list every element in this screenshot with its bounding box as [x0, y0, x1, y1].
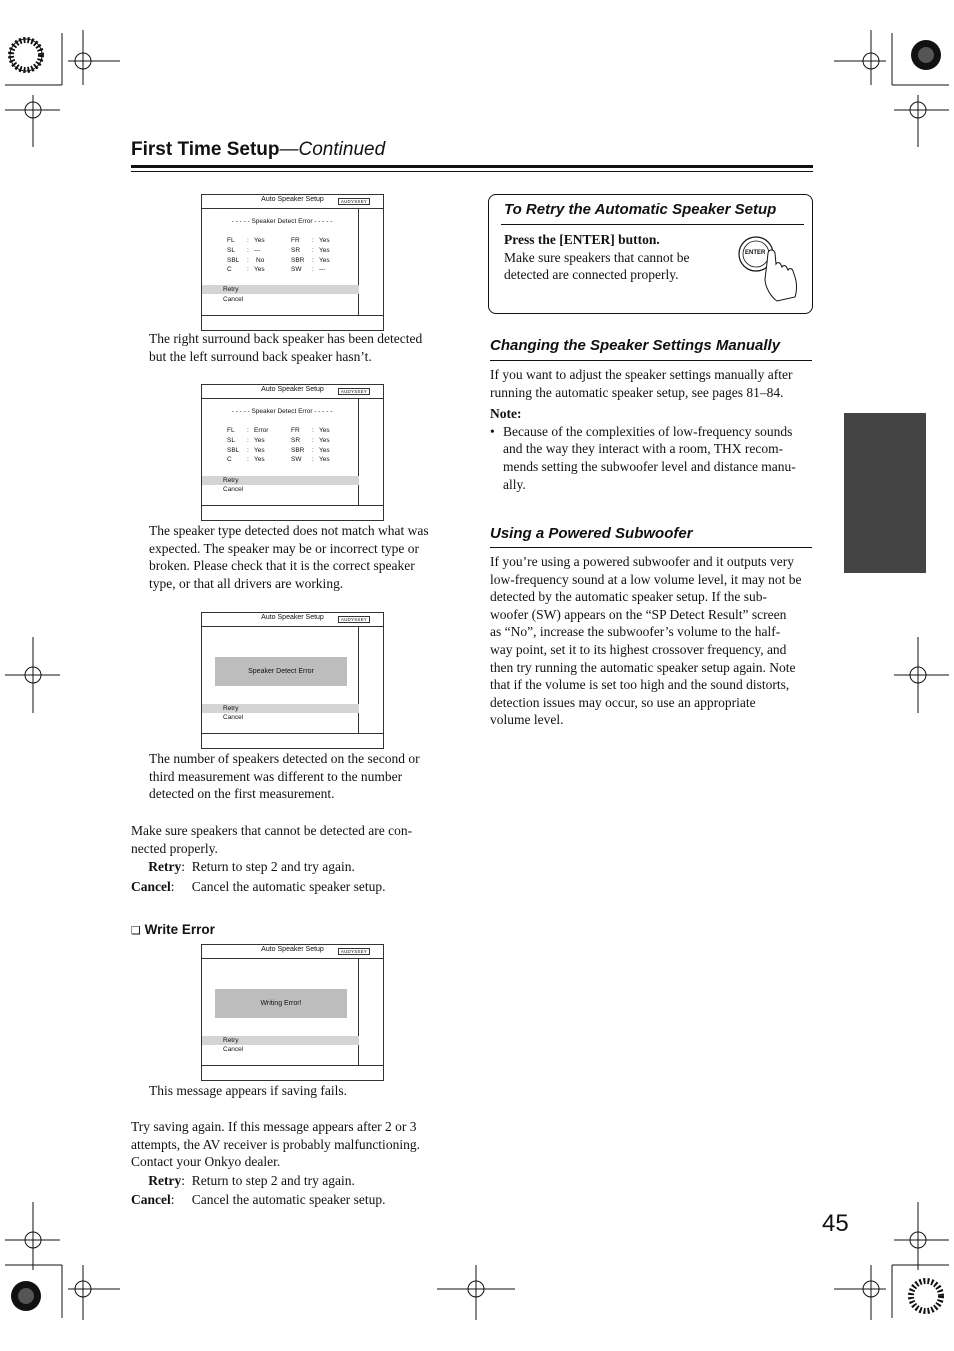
text-line: nected properly. [131, 840, 218, 856]
right-names [291, 426, 304, 465]
spk-value: Yes [319, 256, 330, 264]
subwoofer-section-title: Using a Powered Subwoofer [490, 525, 693, 542]
caption-3 [149, 750, 420, 803]
text-line: then try running the automatic speaker setup again. Note [490, 659, 796, 675]
text-line: detected by the automatic speaker setup. If the sub- [490, 589, 768, 605]
cancel-option[interactable]: Cancel [223, 714, 244, 721]
spk-value: Yes [319, 446, 330, 454]
caption-line: expected. The speaker may be or incorrect type or [149, 540, 419, 556]
screen-bottom-line [202, 315, 383, 316]
cancel-option[interactable]: Cancel [223, 486, 244, 493]
spk-value: Yes [319, 246, 330, 254]
text-line: detection issues may occur, so use an appropriate [490, 694, 756, 710]
spk-value: Error [254, 427, 269, 434]
colon: : [312, 427, 314, 434]
spk-value: Yes [319, 456, 330, 464]
colon: : [312, 237, 314, 244]
screen-vline [358, 958, 359, 1065]
text-line: mends setting the subwoofer level and distance manu- [503, 458, 796, 474]
right-values [319, 426, 330, 465]
colon: : [312, 456, 314, 464]
spk-name: SL [227, 436, 235, 444]
colon: : [312, 446, 314, 454]
retry-desc: Return to step 2 and try again. [191, 1172, 355, 1188]
screen-divider [202, 958, 383, 959]
caption-line: type, or that all drivers are working. [149, 575, 344, 591]
bullet-icon: • [490, 423, 495, 439]
audyssey-logo: AUDYSSEY [338, 616, 370, 623]
spk-name: SR [291, 246, 301, 254]
retry-box-rule [501, 224, 804, 225]
text-line: woofer (SW) appears on the “SP Detect Result” screen [490, 606, 787, 622]
retry-term-wrap: Retry: [148, 1172, 185, 1188]
spk-name: SBR [291, 256, 305, 264]
text-line: and the way they interact with a room, THX recom- [503, 441, 784, 457]
retry-box-text [504, 231, 690, 284]
audyssey-logo: AUDYSSEY [338, 948, 370, 955]
left-names [227, 426, 239, 465]
spk-name: SW [291, 266, 302, 274]
retry-option[interactable]: Retry [202, 285, 359, 294]
colon: : [247, 436, 249, 444]
screen-title: Auto Speaker Setup [261, 386, 324, 393]
caption-1 [149, 330, 422, 365]
write-error-heading [131, 922, 215, 937]
retry-term: Retry [148, 1172, 182, 1188]
caption-line: The right surround back speaker has been detected [149, 331, 423, 346]
screen-title: Auto Speaker Setup [261, 614, 324, 621]
spk-value: Yes [319, 436, 330, 444]
spk-name: C [227, 266, 232, 274]
spk-name: SW [291, 456, 302, 464]
colon: : [247, 256, 249, 264]
screen-title: Auto Speaker Setup [261, 946, 324, 953]
text-line: that if the volume is set too high and the sound distorts, [490, 677, 790, 693]
text-line: detected are connected properly. [504, 267, 679, 283]
retry-option[interactable]: Retry [202, 704, 359, 713]
spk-name: FR [291, 427, 300, 434]
cancel-option[interactable]: Cancel [223, 1046, 244, 1053]
spk-value: Yes [319, 237, 330, 244]
subwoofer-section-rule [490, 547, 812, 548]
left-colons [247, 426, 249, 465]
error-message: Writing Error! [215, 989, 347, 1018]
spk-value: Yes [254, 266, 265, 274]
right-values [319, 236, 330, 275]
caption-line: The speaker type detected does not match what was [149, 523, 429, 538]
screen-divider [202, 626, 383, 627]
retry-term-wrap: Retry: [148, 859, 185, 875]
colon: : [312, 246, 314, 254]
right-colons [312, 236, 314, 275]
left-colons [247, 236, 249, 275]
page-number: 45 [822, 1210, 849, 1237]
header-title-text: First Time Setup [131, 139, 280, 160]
spk-value: Yes [254, 237, 265, 244]
spk-value: Yes [319, 427, 330, 434]
colon: : [247, 427, 249, 434]
osd-screen-4 [201, 944, 384, 1081]
colon: : [247, 237, 249, 244]
spk-name: FL [227, 237, 235, 244]
text-line: Try saving again. If this message appears after 2 or 3 [131, 1119, 417, 1134]
spk-value: --- [319, 266, 326, 274]
cancel-term-wrap: Cancel: [131, 878, 175, 894]
caption-4: This message appears if saving fails. [149, 1083, 347, 1098]
retry-option[interactable]: Retry [202, 476, 359, 485]
osd-screen-3 [201, 612, 384, 749]
caption-line: broken. Please check that it is the correct speaker [149, 558, 415, 574]
manual-section-text [490, 366, 820, 493]
subwoofer-section-text [490, 553, 820, 729]
screen-vline [358, 626, 359, 733]
retry-box-title: To Retry the Automatic Speaker Setup [504, 201, 777, 218]
left-names [227, 236, 239, 275]
spk-name: SR [291, 436, 301, 444]
spk-name: SBL [227, 256, 240, 264]
spk-value: --- [254, 246, 261, 254]
screen-bottom-line [202, 733, 383, 734]
caption-line: but the left surround back speaker hasn’t. [149, 348, 372, 364]
detect-heading: - - - - - Speaker Detect Error - - - - - [231, 218, 333, 225]
colon: : [247, 246, 249, 254]
audyssey-logo: AUDYSSEY [338, 388, 370, 395]
note-bullet-item [490, 423, 820, 493]
header-continued: —Continued [279, 139, 386, 160]
enter-button-label: ENTER [745, 250, 766, 256]
text-line: low-frequency sound at a low volume level, it may not be [490, 571, 802, 587]
colon: : [247, 456, 249, 464]
right-names [291, 236, 304, 275]
text-line: Make sure speakers that cannot be detected are con- [131, 823, 413, 838]
text-line: If you’re using a powered subwoofer and it outputs very [490, 554, 795, 569]
spk-name: SL [227, 246, 235, 254]
manual-section-title: Changing the Speaker Settings Manually [490, 337, 781, 354]
write-error-title: Write Error [144, 922, 215, 937]
page-header-title [131, 139, 385, 161]
text-line: If you want to adjust the speaker settings manually after [490, 367, 793, 382]
spk-value: Yes [254, 456, 265, 464]
header-rule [131, 165, 813, 172]
text-line: attempts, the AV receiver is probably malfunctioning. [131, 1136, 420, 1152]
text-line: ally. [503, 476, 526, 492]
colon: : [312, 436, 314, 444]
manual-section-rule [490, 360, 812, 361]
colon: : [312, 266, 314, 274]
text-line: Contact your Onkyo dealer. [131, 1154, 281, 1170]
cancel-term: Cancel [131, 1192, 171, 1208]
text-line: Make sure speakers that cannot be [504, 249, 690, 265]
retry-instructions-box [488, 194, 813, 314]
error-message: Speaker Detect Error [215, 657, 347, 686]
spk-name: SBR [291, 446, 305, 454]
text-line: as “No”, increase the subwoofer’s volume to the half- [490, 624, 781, 640]
left-values [254, 236, 265, 275]
osd-screen-2 [201, 384, 384, 521]
text-line: Because of the complexities of low-frequency sounds [503, 423, 793, 439]
cancel-desc: Cancel the automatic speaker setup. [191, 878, 386, 894]
detect-instructions [131, 822, 412, 895]
spk-value: Yes [254, 436, 265, 444]
spk-name: FL [227, 427, 235, 434]
osd-screen-1 [201, 194, 384, 331]
text-line: way point, set it to its highest crossover frequency, and [490, 641, 787, 657]
retry-term: Retry [148, 859, 182, 875]
side-tab [844, 413, 926, 573]
screen-divider [202, 398, 383, 399]
screen-bottom-line [202, 1065, 383, 1066]
caption-line: detected on the first measurement. [149, 786, 335, 802]
checkbox-icon: ❑ [131, 924, 141, 937]
cancel-term-wrap: Cancel: [131, 1192, 175, 1208]
caption-2 [149, 522, 429, 592]
caption-line: third measurement was different to the number [149, 768, 403, 784]
text-line: running the automatic speaker setup, see pages 81–84. [490, 384, 784, 400]
cancel-option[interactable]: Cancel [223, 296, 244, 303]
note-label: Note: [490, 406, 522, 422]
spk-value: Yes [254, 446, 265, 454]
write-error-instructions [131, 1118, 420, 1209]
screen-title: Auto Speaker Setup [261, 196, 324, 203]
text-line: volume level. [490, 712, 564, 728]
caption-line: The number of speakers detected on the second or [149, 751, 420, 766]
colon: : [312, 256, 314, 264]
left-values [254, 426, 268, 465]
spk-value: No [256, 256, 265, 264]
screen-divider [202, 208, 383, 209]
enter-button-hand-icon [737, 235, 807, 305]
right-colons [312, 426, 314, 465]
audyssey-logo: AUDYSSEY [338, 198, 370, 205]
colon: : [247, 446, 249, 454]
spk-name: FR [291, 237, 300, 244]
screen-bottom-line [202, 505, 383, 506]
cancel-term: Cancel [131, 878, 171, 894]
cancel-desc: Cancel the automatic speaker setup. [191, 1192, 386, 1208]
spk-name: SBL [227, 446, 240, 454]
press-enter-instruction: Press the [ENTER] button. [504, 232, 660, 247]
spk-name: C [227, 456, 232, 464]
retry-desc: Return to step 2 and try again. [191, 859, 355, 875]
detect-heading: - - - - - Speaker Detect Error - - - - - [231, 408, 333, 415]
retry-option[interactable]: Retry [202, 1036, 359, 1045]
colon: : [247, 266, 249, 274]
